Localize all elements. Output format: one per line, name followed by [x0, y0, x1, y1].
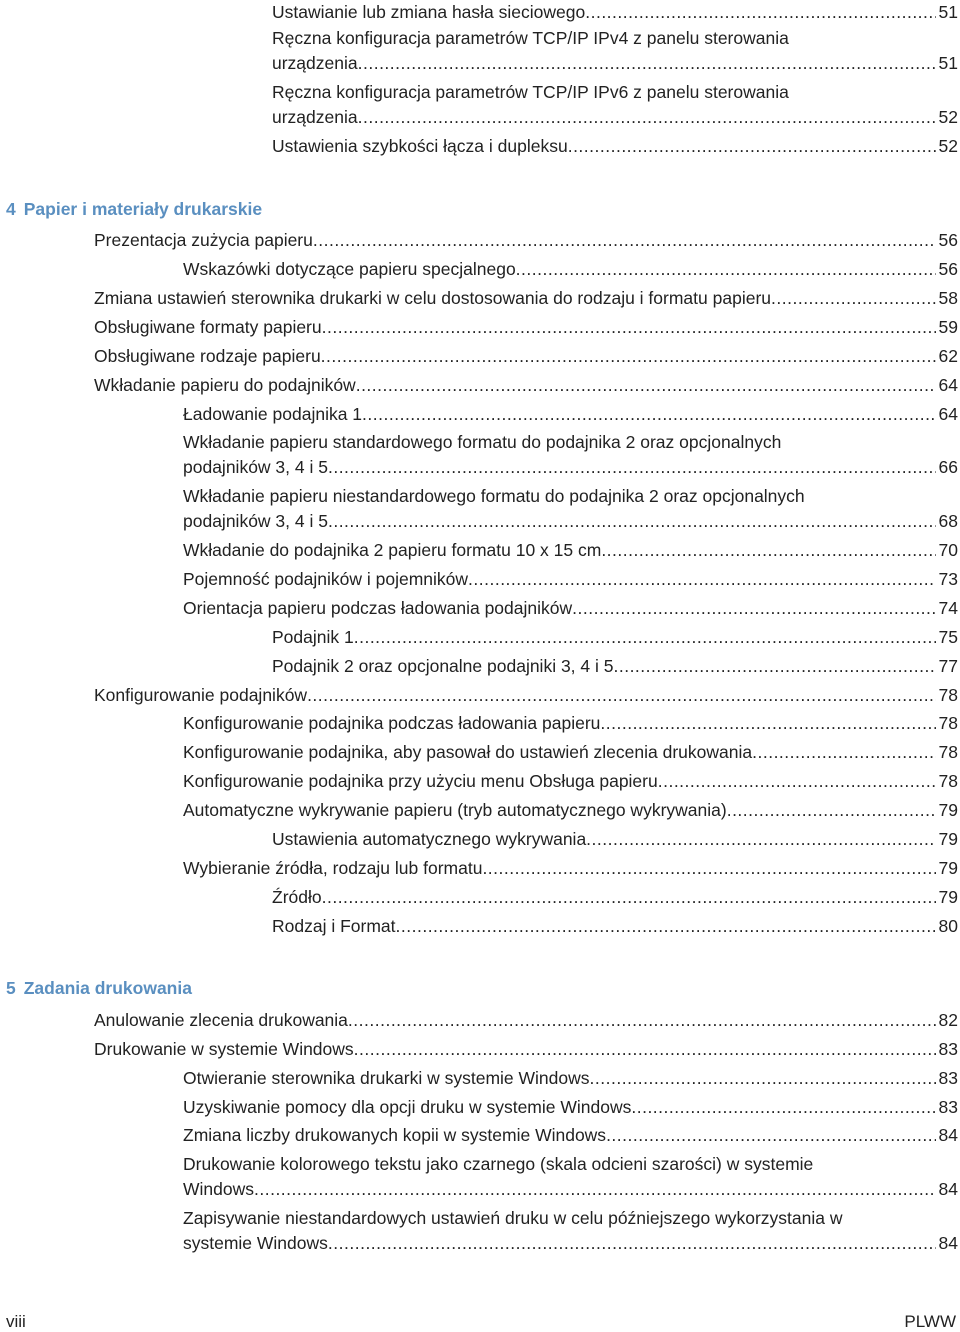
toc-page-number: 80 [938, 916, 958, 936]
dot-leader [601, 538, 935, 563]
dot-leader [354, 625, 936, 650]
toc-entry-title: Podajnik 2 oraz opcjonalne podajniki 3, 4 i 5 [272, 656, 614, 676]
toc-page-number: 83 [938, 1097, 958, 1117]
dot-leader [254, 1177, 936, 1202]
dot-leader [307, 683, 935, 708]
dot-leader [348, 1008, 936, 1033]
toc-entry-title: Drukowanie w systemie Windows [94, 1039, 354, 1059]
toc-page-number: 82 [938, 1010, 958, 1030]
chapter-heading[interactable] [6, 976, 200, 1001]
toc-page-number: 78 [938, 713, 958, 733]
toc-entry[interactable] [94, 683, 958, 708]
toc-entry[interactable] [272, 134, 958, 159]
toc-entry[interactable] [94, 1008, 958, 1033]
dot-leader [606, 1123, 935, 1148]
toc-page-number: 79 [938, 887, 958, 907]
toc-entry-title: Anulowanie zlecenia drukowania [94, 1010, 348, 1030]
toc-page-number: 79 [938, 858, 958, 878]
toc-entry[interactable] [183, 740, 958, 765]
toc-page-number: 62 [938, 346, 958, 366]
toc-entry-title: podajników 3, 4 i 5 [183, 511, 328, 531]
dot-leader [658, 769, 936, 794]
dot-leader [585, 0, 935, 25]
toc-entry-title: systemie Windows [183, 1233, 328, 1253]
toc-entry-title: Uzyskiwanie pomocy dla opcji druku w systemie Windows [183, 1097, 632, 1117]
toc-entry-title: Otwieranie sterownika drukarki w systemie Windows [183, 1068, 590, 1088]
toc-entry-title: Ustawienia szybkości łącza i dupleksu [272, 136, 568, 156]
chapter-heading[interactable] [6, 197, 270, 222]
toc-entry[interactable] [272, 827, 958, 852]
dot-leader [771, 286, 936, 311]
toc-entry-title: urządzenia [272, 107, 358, 127]
toc-entry[interactable] [272, 654, 958, 679]
toc-entry[interactable] [272, 0, 958, 25]
toc-page-number: 84 [938, 1179, 958, 1199]
toc-page-number: 66 [938, 457, 958, 477]
toc-entry-title: Wkładanie papieru niestandardowego formatu do podajnika 2 oraz opcjonalnych [183, 486, 805, 506]
toc-entry[interactable] [272, 625, 958, 650]
footer-label: PLWW [904, 1312, 956, 1331]
toc-entry[interactable] [183, 1066, 958, 1091]
toc-entry[interactable] [183, 1152, 958, 1202]
toc-page-number: 51 [938, 53, 958, 73]
dot-leader [482, 856, 935, 881]
toc-entry-title: Ładowanie podajnika 1 [183, 404, 363, 424]
chapter-title: Zadania drukowania [23, 978, 192, 998]
toc-entry-title: podajników 3, 4 i 5 [183, 457, 328, 477]
toc-entry[interactable] [183, 769, 958, 794]
toc-entry[interactable] [183, 798, 958, 823]
toc-entry[interactable] [272, 80, 958, 130]
toc-entry[interactable] [94, 286, 958, 311]
toc-page-number: 83 [938, 1039, 958, 1059]
toc-page-number: 84 [938, 1125, 958, 1145]
dot-leader [752, 740, 935, 765]
dot-leader [354, 1037, 936, 1062]
dot-leader [322, 885, 936, 910]
toc-entry[interactable] [272, 885, 958, 910]
chapter-number: 4 [6, 199, 16, 219]
toc-entry-title: Drukowanie kolorowego tekstu jako czarnego (skala odcieni szarości) w systemie [183, 1154, 814, 1174]
toc-entry[interactable] [94, 344, 958, 369]
toc-entry-title: Ustawianie lub zmiana hasła sieciowego [272, 2, 586, 22]
toc-entry[interactable] [183, 596, 958, 621]
toc-entry-title: Ustawienia automatycznego wykrywania [272, 829, 587, 849]
toc-entry[interactable] [183, 711, 958, 736]
toc-entry[interactable] [183, 402, 958, 427]
toc-entry[interactable] [183, 1206, 958, 1256]
toc-page-number: 58 [938, 288, 958, 308]
toc-page-number: 68 [938, 511, 958, 531]
dot-leader [328, 1231, 936, 1256]
toc-entry[interactable] [183, 430, 958, 480]
dot-leader [362, 402, 935, 427]
toc-entry[interactable] [94, 228, 958, 253]
chapter-number: 5 [6, 978, 16, 998]
dot-leader [600, 711, 935, 736]
toc-page-number: 56 [938, 230, 958, 250]
dot-leader [396, 914, 936, 939]
toc-page-number: 52 [938, 107, 958, 127]
toc-page-number: 74 [938, 598, 958, 618]
toc-entry-title: Podajnik 1 [272, 627, 354, 647]
toc-entry-title: Ręczna konfiguracja parametrów TCP/IP IPv6 z panelu sterowania [272, 82, 789, 102]
chapter-title: Papier i materiały drukarskie [23, 199, 263, 219]
toc-page-number: 79 [938, 800, 958, 820]
dot-leader [322, 315, 936, 340]
toc-entry[interactable] [94, 1037, 958, 1062]
dot-leader [328, 455, 936, 480]
toc-entry-title: Wkładanie papieru do podajników [94, 375, 356, 395]
toc-entry-title: Wkładanie do podajnika 2 papieru formatu 10 x 15 cm [183, 540, 602, 560]
toc-page-number: 75 [938, 627, 958, 647]
toc-entry-title: Wkładanie papieru standardowego formatu do podajnika 2 oraz opcjonalnych [183, 432, 782, 452]
dot-leader [321, 344, 936, 369]
toc-page-number: 64 [938, 404, 958, 424]
toc-entry-title: Konfigurowanie podajnika, aby pasował do ustawień zlecenia drukowania [183, 742, 753, 762]
dot-leader [516, 257, 936, 282]
toc-entry[interactable] [183, 1123, 958, 1148]
toc-entry-title: Zapisywanie niestandardowych ustawień druku w celu późniejszego wykorzystania w [183, 1208, 843, 1228]
dot-leader [358, 105, 936, 130]
toc-entry[interactable] [94, 315, 958, 340]
dot-leader [727, 798, 936, 823]
dot-leader [590, 1066, 936, 1091]
toc-entry-title: Konfigurowanie podajnika podczas ładowania papieru [183, 713, 601, 733]
toc-page-number: 64 [938, 375, 958, 395]
toc-page-number: 56 [938, 259, 958, 279]
toc-page-number: 73 [938, 569, 958, 589]
dot-leader [328, 509, 936, 534]
toc-page-number: 59 [938, 317, 958, 337]
toc-entry[interactable] [183, 484, 958, 534]
toc-entry[interactable] [183, 856, 958, 881]
toc-entry-title: Wybieranie źródła, rodzaju lub formatu [183, 858, 483, 878]
toc-entry-title: Orientacja papieru podczas ładowania podajników [183, 598, 573, 618]
toc-page-number: 79 [938, 829, 958, 849]
toc-entry[interactable] [183, 538, 958, 563]
toc-entry[interactable] [272, 26, 958, 76]
toc-entry[interactable] [94, 373, 958, 398]
dot-leader [358, 51, 936, 76]
toc-entry[interactable] [183, 257, 958, 282]
dot-leader [468, 567, 936, 592]
toc-page-number: 78 [938, 742, 958, 762]
toc-entry-title: Obsługiwane rodzaje papieru [94, 346, 321, 366]
toc-page-number: 51 [938, 2, 958, 22]
toc-entry-title: Rodzaj i Format [272, 916, 396, 936]
dot-leader [586, 827, 935, 852]
footer-page-number: viii [6, 1312, 26, 1331]
toc-entry-title: Źródło [272, 887, 322, 907]
toc-entry-title: Konfigurowanie podajników [94, 685, 308, 705]
dot-leader [631, 1095, 935, 1120]
toc-entry-title: Obsługiwane formaty papieru [94, 317, 322, 337]
toc-entry-title: Ręczna konfiguracja parametrów TCP/IP IPv4 z panelu sterowania [272, 28, 789, 48]
toc-entry-title: Prezentacja zużycia papieru [94, 230, 313, 250]
toc-entry-title: Zmiana liczby drukowanych kopii w systemie Windows [183, 1125, 607, 1145]
toc-entry-title: urządzenia [272, 53, 358, 73]
toc-page-number: 84 [938, 1233, 958, 1253]
toc-page-number: 78 [938, 685, 958, 705]
toc-entry-title: Wskazówki dotyczące papieru specjalnego [183, 259, 516, 279]
toc-page-number: 83 [938, 1068, 958, 1088]
toc-page-number: 70 [938, 540, 958, 560]
toc-entry[interactable] [183, 1095, 958, 1120]
toc-page-number: 52 [938, 136, 958, 156]
dot-leader [313, 228, 936, 253]
toc-entry[interactable] [272, 914, 958, 939]
dot-leader [572, 596, 935, 621]
toc-entry-title: Konfigurowanie podajnika przy użyciu menu Obsługa papieru [183, 771, 658, 791]
dot-leader [356, 373, 936, 398]
toc-entry-title: Zmiana ustawień sterownika drukarki w celu dostosowania do rodzaju i formatu papieru [94, 288, 772, 308]
dot-leader [568, 134, 936, 159]
toc-page-number: 78 [938, 771, 958, 791]
toc-entry-title: Automatyczne wykrywanie papieru (tryb automatycznego wykrywania) [183, 800, 727, 820]
toc-page-number: 77 [938, 656, 958, 676]
toc-entry-title: Windows [183, 1179, 254, 1199]
toc-entry[interactable] [183, 567, 958, 592]
dot-leader [613, 654, 935, 679]
toc-entry-title: Pojemność podajników i pojemników [183, 569, 469, 589]
